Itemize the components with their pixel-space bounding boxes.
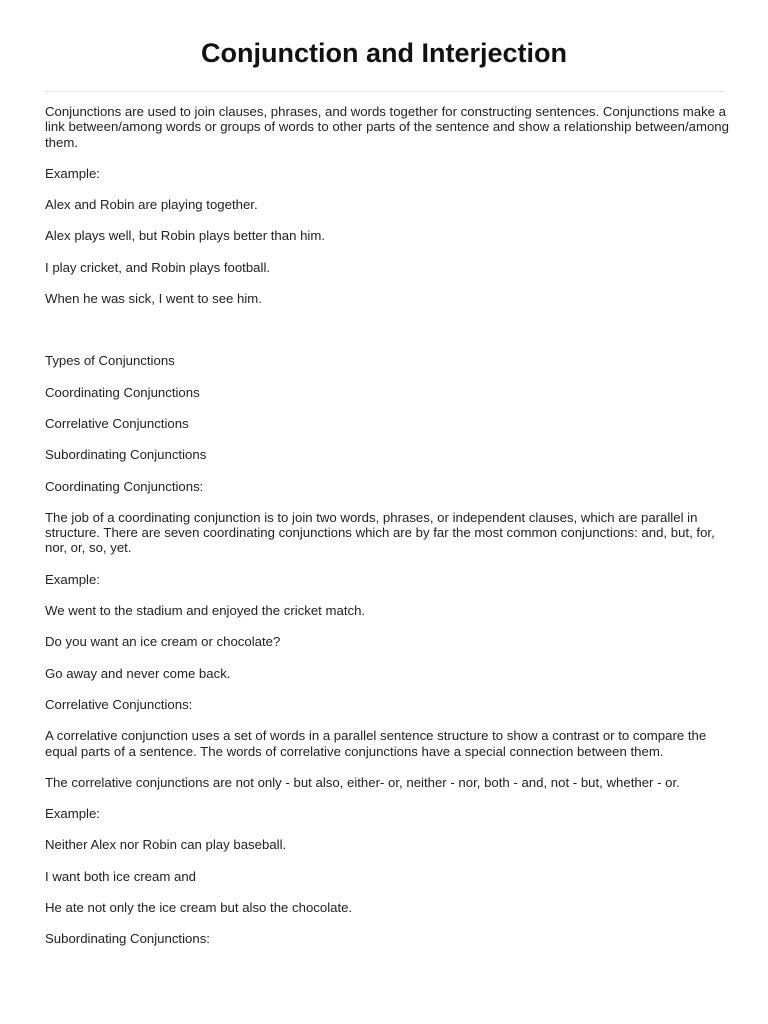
body-paragraph: A correlative conjunction uses a set of words in a parallel sentence structure to show a contrast or to compare the equal parts of a sentence. The words of correlative conjunctions have a special connection between them.: [45, 728, 707, 759]
conjunction-type-item: Coordinating Conjunctions: [45, 384, 200, 400]
example-sentence: Alex and Robin are playing together.: [45, 197, 258, 213]
example-label: Example:: [45, 806, 100, 822]
example-sentence: Go away and never come back.: [45, 665, 231, 681]
example-sentence: When he was sick, I went to see him.: [45, 291, 262, 307]
example-sentence: I play cricket, and Robin plays football.: [45, 259, 271, 275]
intro-paragraph: Conjunctions are used to join clauses, phrases, and words together for constructing sentences. Conjunctions make a link between/among words or groups of words to other parts of the sentence and show a relationship between/among them.: [45, 104, 729, 150]
document-body: [45, 104, 730, 963]
example-sentence: Neither Alex nor Robin can play baseball.: [45, 837, 287, 853]
body-paragraph: The job of a coordinating conjunction is to join two words, phrases, or independent clauses, which are parallel in structure. There are seven coordinating conjunctions which are by far the most common conjunctions: and, but, for, nor, or, so, yet.: [45, 509, 715, 556]
section-heading: Coordinating Conjunctions:: [45, 478, 204, 494]
example-label: Example:: [45, 165, 100, 181]
document-title: Conjunction and Interjection: [201, 38, 567, 68]
title-divider: [45, 91, 725, 92]
conjunction-type-item: Subordinating Conjunctions: [45, 447, 207, 463]
example-sentence: I want both ice cream and: [45, 868, 197, 884]
example-sentence: Do you want an ice cream or chocolate?: [45, 634, 281, 650]
example-sentence: He ate not only the ice cream but also the chocolate.: [45, 900, 353, 916]
example-sentence: Alex plays well, but Robin plays better than him.: [45, 228, 326, 244]
section-heading: Correlative Conjunctions:: [45, 696, 193, 712]
conjunction-type-item: Correlative Conjunctions: [45, 415, 189, 431]
section-heading: Subordinating Conjunctions:: [45, 931, 210, 947]
section-heading: Types of Conjunctions: [45, 353, 175, 369]
example-label: Example:: [45, 571, 100, 587]
example-sentence: We went to the stadium and enjoyed the cricket match.: [45, 603, 366, 619]
body-paragraph: The correlative conjunctions are not only - but also, either- or, neither - nor, both - and, not - but, whether - or.: [45, 774, 680, 790]
